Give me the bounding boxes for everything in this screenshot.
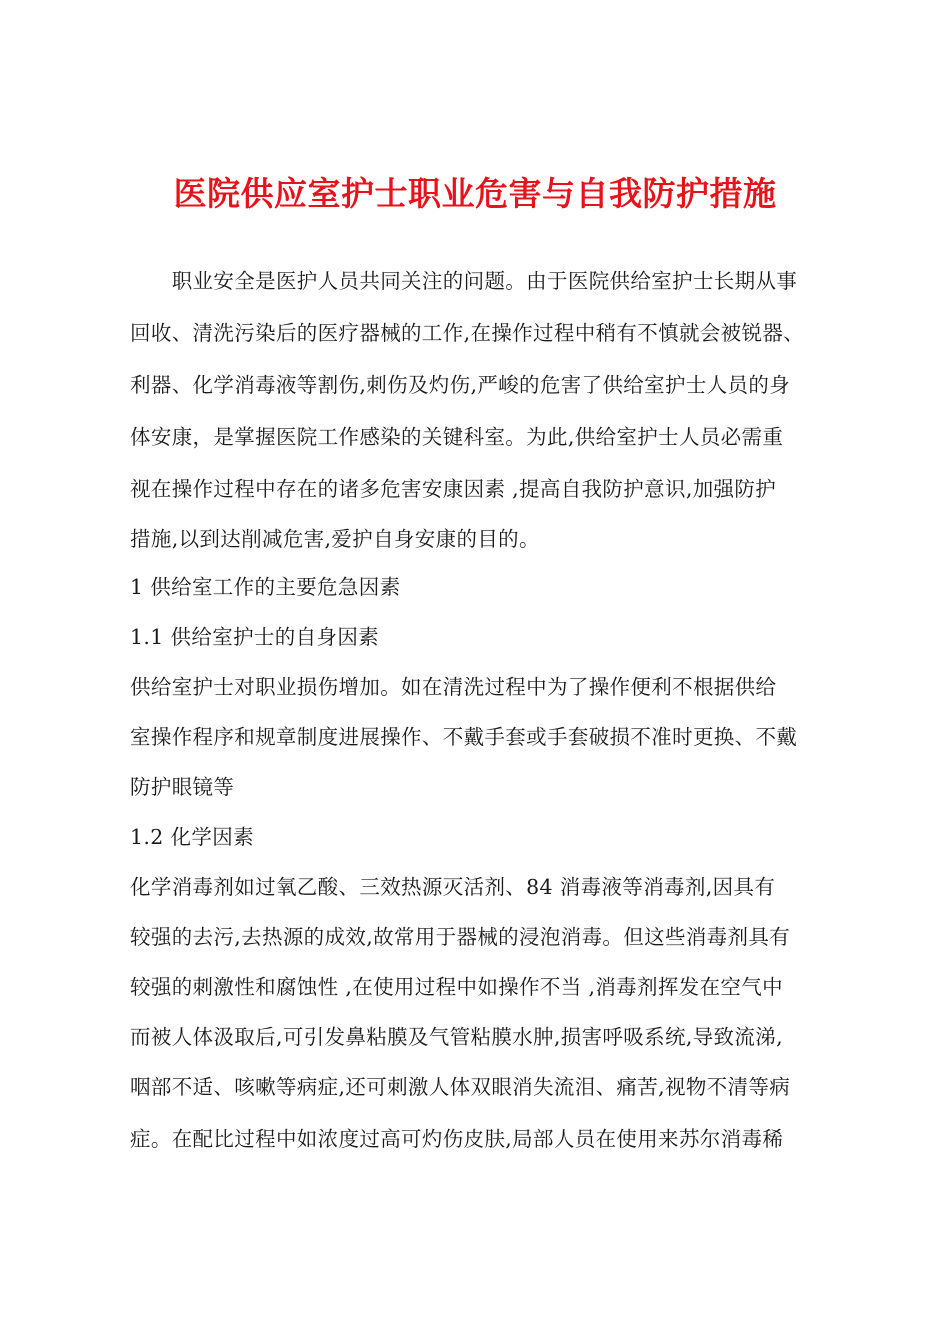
paragraph-line: 咽部不适、咳嗽等病症,还可刺激人体双眼消失流泪、痛苦,视物不清等病 — [130, 1075, 791, 1099]
paragraph-line: 较强的刺激性和腐蚀性 ,在使用过程中如操作不当 ,消毒剂挥发在空气中 — [130, 975, 783, 999]
subsection-heading: 1.1 供给室护士的自身因素 — [130, 625, 380, 649]
paragraph-line: 防护眼镜等 — [130, 775, 235, 799]
paragraph-line: 利器、化学消毒液等割伤,刺伤及灼伤,严峻的危害了供给室护士人员的身 — [130, 373, 791, 397]
document-title: 医院供应室护士职业危害与自我防护措施 — [173, 174, 777, 213]
paragraph-line: 视在操作过程中存在的诸多危害安康因素 ,提高自我防护意识,加强防护 — [130, 477, 777, 501]
paragraph-line: 较强的去污,去热源的成效,故常用于器械的浸泡消毒。但这些消毒剂具有 — [130, 925, 791, 949]
paragraph-line: 而被人体汲取后,可引发鼻粘膜及气管粘膜水肿,损害呼吸系统,导致流涕, — [130, 1025, 783, 1049]
paragraph-line: 回收、清洗污染后的医疗器械的工作,在操作过程中稍有不慎就会被锐器、 — [130, 321, 805, 345]
paragraph-line: 体安康，是掌握医院工作感染的关键科室。为此,供给室护士人员必需重 — [130, 425, 784, 449]
subsection-heading: 1.2 化学因素 — [130, 825, 254, 849]
paragraph-line: 化学消毒剂如过氧乙酸、三效热源灭活剂、84 消毒液等消毒剂,因具有 — [130, 875, 776, 899]
paragraph-line: 症。在配比过程中如浓度过高可灼伤皮肤,局部人员在使用来苏尔消毒稀 — [130, 1127, 784, 1151]
paragraph-line: 室操作程序和规章制度进展操作、不戴手套或手套破损不准时更换、不戴 — [130, 725, 798, 749]
paragraph-line: 措施,以到达削减危害,爱护自身安康的目的。 — [130, 527, 540, 551]
paragraph-line: 职业安全是医护人员共同关注的问题。由于医院供给室护士长期从事 — [130, 269, 798, 293]
paragraph-line: 供给室护士对职业损伤增加。如在清洗过程中为了操作便利不根据供给 — [130, 675, 777, 699]
section-heading: 1 供给室工作的主要危急因素 — [130, 575, 401, 599]
